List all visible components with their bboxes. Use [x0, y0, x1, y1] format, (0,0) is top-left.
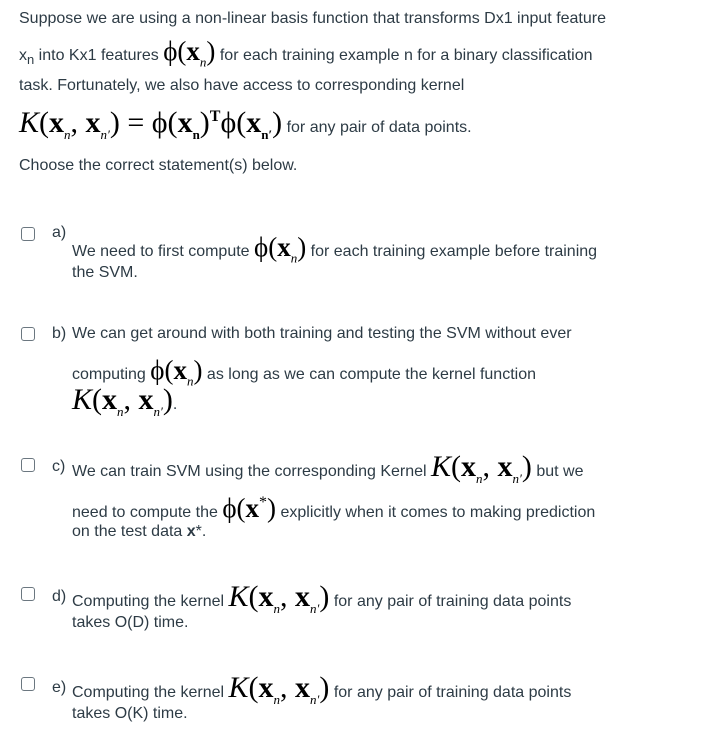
option-c-line-3: on the test data x*.: [72, 523, 207, 540]
question-line-3: task. Fortunately, we also have access to corresponding kernel: [19, 77, 465, 94]
option-d-line-2: takes O(D) time.: [72, 614, 189, 631]
checkbox-c[interactable]: [21, 458, 35, 472]
phi-xn-formula: $\phi(x_n)$: [163, 36, 216, 70]
question-line-2: $x_n$ into Kx1 features $\phi(x_n)$ for each training example n for a binary classification: [19, 36, 593, 70]
kernel-formula: $K(x_n$, $x_{n'}$): [431, 450, 532, 486]
n-subscript: n: [27, 52, 35, 68]
x-symbol: x: [19, 47, 27, 64]
option-a-line-1: We need to first compute $\phi(x_n)$ for each training example before training: [72, 232, 598, 266]
kernel-formula: $K(x_n$, $x_{n'}) = \phi(x_n)^T\phi(x_{n'})$: [19, 106, 283, 142]
option-b-line-2: computing $\phi(x_n)$ as long as we can compute the kernel function: [72, 355, 536, 389]
phi-xstar-formula: ϕ(x*): [222, 493, 277, 523]
kernel-formula: $K(x_n$, $x_{n'}$): [72, 383, 173, 419]
prompt-text: Choose the correct statement(s) below.: [19, 157, 298, 174]
kernel-definition: $K(x_n$, $x_{n'}) = \phi(x_n)^T\phi(x_{n'})$ for any pair of data points.: [19, 106, 472, 142]
checkbox-b[interactable]: [21, 327, 35, 341]
checkbox-e[interactable]: [21, 677, 35, 691]
option-b-line-1: We can get around with both training and testing the SVM without ever: [72, 325, 572, 342]
option-c-line-1: We can train SVM using the corresponding Kernel $K(x_n$, $x_{n'}$) but we: [72, 450, 584, 486]
phi-xn-formula: $\phi(x_n)$: [254, 232, 307, 266]
question-line-1: Suppose we are using a non-linear basis function that transforms Dx1 input feature: [19, 10, 606, 27]
option-c-line-2: need to compute the ϕ(x*) explicitly when it comes to making prediction: [72, 493, 596, 523]
checkbox-a[interactable]: [21, 227, 35, 241]
kernel-formula: $K(x_n$, $x_{n'}$): [228, 580, 330, 616]
checkbox-d[interactable]: [21, 587, 35, 601]
kernel-formula: $K(x_n$, $x_{n'}$): [228, 671, 330, 707]
option-a-line-2: the SVM.: [72, 264, 138, 281]
option-e-line-1: Computing the kernel $K(x_n$, $x_{n'}$) for any pair of training data points: [72, 671, 572, 707]
option-b-line-3: $K(x_n$, $x_{n'}$).: [72, 383, 178, 419]
phi-xn-formula: $\phi(x_n)$: [150, 355, 203, 389]
option-e-line-2: takes O(K) time.: [72, 705, 188, 722]
option-d-line-1: Computing the kernel $K(x_n$, $x_{n'}$) for any pair of training data points: [72, 580, 572, 616]
